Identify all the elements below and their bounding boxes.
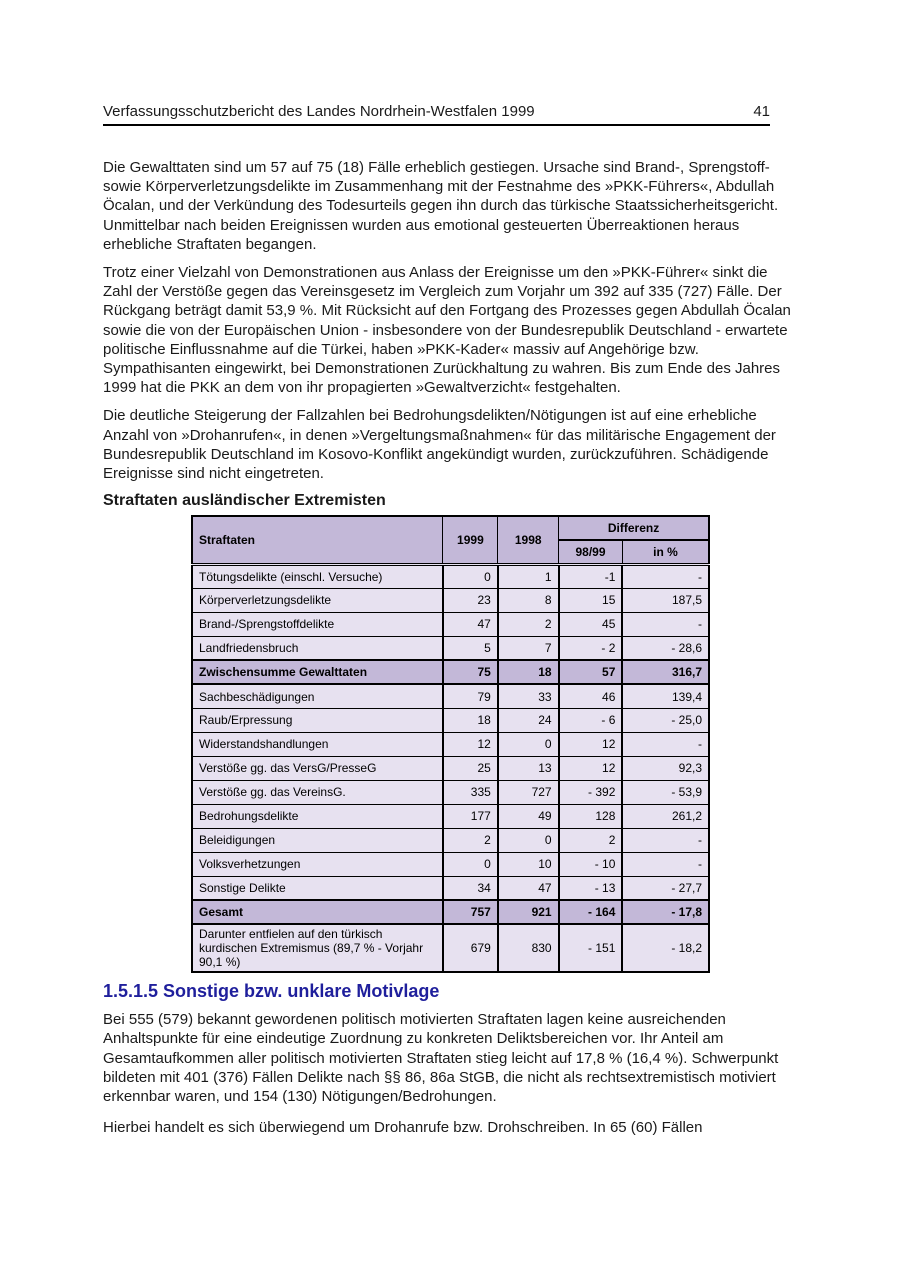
cell-label: Verstöße gg. das VersG/PresseG (192, 756, 443, 780)
cell-diff: 128 (559, 804, 623, 828)
table-row (192, 684, 709, 708)
table-row (192, 876, 709, 900)
column-header-1999: 1999 (443, 516, 498, 564)
cell-label: Bedrohungsdelikte (192, 804, 443, 828)
cell-1998: 8 (498, 588, 559, 612)
cell-diff: 12 (559, 732, 623, 756)
cell-pct: - 27,7 (622, 876, 709, 900)
cell-label: Verstöße gg. das VereinsG. (192, 780, 443, 804)
table-row (192, 804, 709, 828)
cell-pct: 261,2 (622, 804, 709, 828)
table-header (192, 516, 709, 564)
cell-1999: 679 (443, 924, 498, 972)
cell-diff: - 10 (559, 852, 623, 876)
cell-1999: 12 (443, 732, 498, 756)
table-title: Straftaten ausländischer Extremisten (103, 492, 386, 510)
cell-1998: 49 (498, 804, 559, 828)
cell-label: Landfriedensbruch (192, 636, 443, 660)
table-row (192, 588, 709, 612)
column-header-straftaten: Straftaten (192, 516, 443, 564)
section-heading-1-5-1-5: 1.5.1.5 Sonstige bzw. unklare Motivlage (103, 981, 440, 1002)
paragraph-sonstige-motivlage: Bei 555 (579) bekannt gewordenen politisch motivierten Straftaten lagen keine ausreichenden Anhaltspunkte für eine eindeutige Zuordnung zu konkreten Deliktsbereichen vor. Ihr Anteil am Gesamtaufkommen aller politisch motivierten Straftaten stieg leicht auf 17,8 % (16,4 %). Schwerpunkt bildeten mit 401 (376) Fällen Delikte nach §§ 86, 86a StGB, die nicht als rechtsextremistisch motiviert erkennbar waren, und 154 (130) Nötigungen/Bedrohungen. (103, 1011, 779, 1106)
cell-1998: 24 (498, 708, 559, 732)
cell-diff: - 392 (559, 780, 623, 804)
table-row (192, 732, 709, 756)
cell-1999: 0 (443, 852, 498, 876)
cell-label: Brand-/Sprengstoffdelikte (192, 612, 443, 636)
cell-1998: 18 (498, 660, 559, 684)
table-row (192, 636, 709, 660)
table-row-gesamt (192, 900, 709, 924)
cell-1999: 0 (443, 564, 498, 588)
column-header-diff-abs: 98/99 (559, 540, 623, 564)
page-number: 41 (753, 103, 770, 120)
cell-diff: - 13 (559, 876, 623, 900)
cell-1998: 47 (498, 876, 559, 900)
table-row (192, 756, 709, 780)
paragraph-demonstrationen: Trotz einer Vielzahl von Demonstrationen aus Anlass der Ereignisse um den »PKK-Führer« sinkt die Zahl der Verstöße gegen das Vereinsgesetz im Vergleich zum Vorjahr um 392 auf 335 (727) Fälle. Der Rückgang beträgt damit 53,9 %. Mit Rücksicht auf den Fortgang des Prozesses gegen Abdullah Öcalan sowie die von der Europäischen Union - insbesondere von der Bundesrepublik Deutschland - erwartete politische Einflussnahme auf die Türkei, haben »PKK-Kader« massiv auf Angehörige bzw. Sympathisanten eingewirkt, bei Demonstrationen Zurückhaltung zu wahren. Bis zum Ende des Jahres 1999 hat die PKK an dem von ihr propagierten »Gewaltverzicht« festgehalten. (103, 264, 791, 397)
report-title: Verfassungsschutzbericht des Landes Nordrhein-Westfalen 1999 (103, 103, 535, 120)
cell-pct: - (622, 732, 709, 756)
cell-1999: 79 (443, 684, 498, 708)
cell-diff: 46 (559, 684, 623, 708)
cell-pct: 139,4 (622, 684, 709, 708)
cell-label: Tötungsdelikte (einschl. Versuche) (192, 564, 443, 588)
cell-1998: 7 (498, 636, 559, 660)
cell-diff: - 151 (559, 924, 623, 972)
table-row (192, 708, 709, 732)
cell-label: Zwischensumme Gewalttaten (192, 660, 443, 684)
paragraph-gewalttaten: Die Gewalttaten sind um 57 auf 75 (18) Fälle erheblich gestiegen. Ursache sind Brand-, Sprengstoff- sowie Körperverletzungsdelikte im Zusammenhang mit der Festnahme des »PKK-Führers«, Abdullah Öcalan, und der Verkündung des Todesurteils gegen ihn durch das türkische Staatssicherheitsgericht. Unmittelbar nach beiden Ereignissen wurden aus emotional gesteuerten Überreaktionen heraus erhebliche Straftaten begangen. (103, 159, 779, 253)
cell-1999: 335 (443, 780, 498, 804)
cell-label: Raub/Erpressung (192, 708, 443, 732)
table-row (192, 612, 709, 636)
cell-label: Widerstandshandlungen (192, 732, 443, 756)
column-header-differenz: Differenz (559, 516, 709, 540)
cell-1998: 921 (498, 900, 559, 924)
cell-pct: - (622, 828, 709, 852)
table-row-tuerkisch-kurdisch (192, 924, 709, 972)
cell-1999: 5 (443, 636, 498, 660)
cell-label: Gesamt (192, 900, 443, 924)
cell-1998: 33 (498, 684, 559, 708)
paragraph-drohanrufe: Hierbei handelt es sich überwiegend um Drohanrufe bzw. Drohschreiben. In 65 (60) Fällen (103, 1119, 703, 1137)
table-row (192, 564, 709, 588)
cell-pct: - 53,9 (622, 780, 709, 804)
cell-1999: 2 (443, 828, 498, 852)
cell-1999: 75 (443, 660, 498, 684)
cell-diff: 57 (559, 660, 623, 684)
running-head (103, 103, 770, 126)
table-row (192, 852, 709, 876)
cell-label: Volksverhetzungen (192, 852, 443, 876)
cell-diff: - 164 (559, 900, 623, 924)
table-row (192, 828, 709, 852)
table-row (192, 780, 709, 804)
cell-1999: 177 (443, 804, 498, 828)
column-header-diff-pct: in % (622, 540, 709, 564)
cell-diff: 12 (559, 756, 623, 780)
cell-diff: - 6 (559, 708, 623, 732)
cell-pct: - 18,2 (622, 924, 709, 972)
cell-diff: 45 (559, 612, 623, 636)
cell-1998: 10 (498, 852, 559, 876)
cell-1998: 1 (498, 564, 559, 588)
cell-1998: 0 (498, 828, 559, 852)
cell-1998: 0 (498, 732, 559, 756)
table-wrapper (191, 515, 810, 973)
cell-1998: 2 (498, 612, 559, 636)
cell-label: Sonstige Delikte (192, 876, 443, 900)
cell-1998: 13 (498, 756, 559, 780)
cell-1999: 18 (443, 708, 498, 732)
cell-pct: 92,3 (622, 756, 709, 780)
cell-label: Sachbeschädigungen (192, 684, 443, 708)
cell-pct: 187,5 (622, 588, 709, 612)
cell-1999: 34 (443, 876, 498, 900)
cell-pct: - 25,0 (622, 708, 709, 732)
cell-label: Körperverletzungsdelikte (192, 588, 443, 612)
column-header-1998: 1998 (498, 516, 559, 564)
cell-pct: - (622, 852, 709, 876)
table-row-zwischensumme (192, 660, 709, 684)
cell-diff: -1 (559, 564, 623, 588)
cell-pct: - (622, 564, 709, 588)
cell-diff: 2 (559, 828, 623, 852)
cell-label: Darunter entfielen auf den türkisch kurdischen Extremismus (89,7 % - Vorjahr 90,1 %) (192, 924, 443, 972)
cell-diff: - 2 (559, 636, 623, 660)
cell-pct: - (622, 612, 709, 636)
cell-1999: 25 (443, 756, 498, 780)
cell-1999: 23 (443, 588, 498, 612)
cell-1998: 727 (498, 780, 559, 804)
cell-label: Beleidigungen (192, 828, 443, 852)
crime-statistics-table (191, 515, 710, 973)
cell-1998: 830 (498, 924, 559, 972)
paragraph-bedrohungsdelikte: Die deutliche Steigerung der Fallzahlen bei Bedrohungsdelikten/Nötigungen ist auf eine erhebliche Anzahl von »Drohanrufen«, in denen »Vergeltungsmaßnahmen« für das militärische Engagement der Bundesrepublik Deutschland im Kosovo-Konflikt angekündigt wurden, zurückzuführen. Schädigende Ereignisse sind nicht eingetreten. (103, 407, 776, 483)
cell-1999: 757 (443, 900, 498, 924)
cell-pct: - 28,6 (622, 636, 709, 660)
cell-1999: 47 (443, 612, 498, 636)
cell-pct: - 17,8 (622, 900, 709, 924)
cell-pct: 316,7 (622, 660, 709, 684)
cell-diff: 15 (559, 588, 623, 612)
